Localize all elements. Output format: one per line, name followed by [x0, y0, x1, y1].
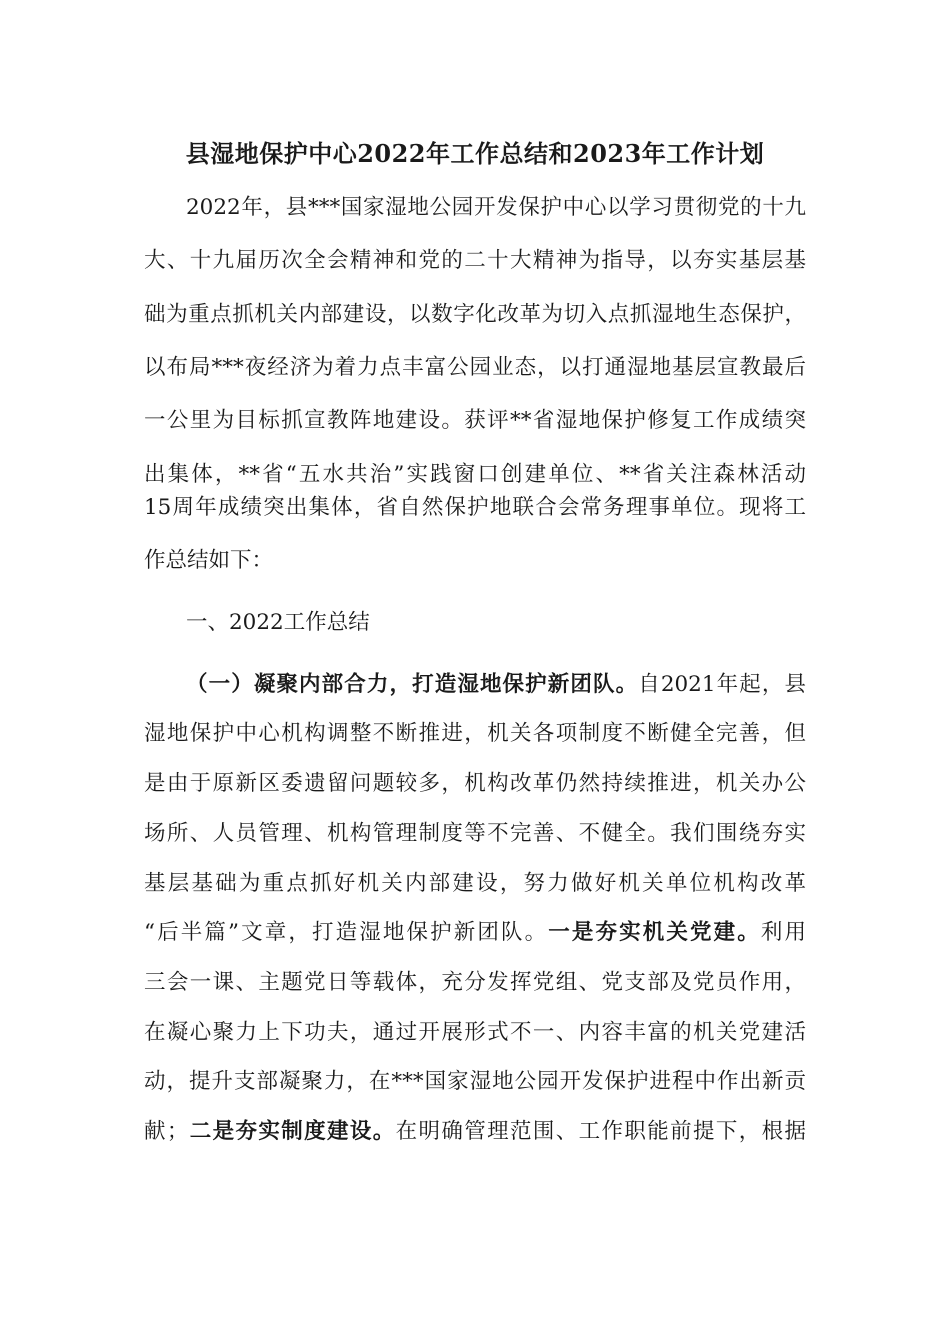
- subsection-1-line-10-head: 献；: [144, 1119, 189, 1144]
- subsection-1-line-4: 场所、人员管理、机构管理制度等不完善、不健全。我们围绕夯实: [144, 821, 806, 846]
- intro-line-3: 础为重点抓机关内部建设，以数字化改革为切入点抓湿地生态保护，: [144, 302, 806, 327]
- subsection-1-line-6-tail: 利用: [760, 920, 806, 945]
- subsection-1-point-2: 二是夯实制度建设。: [188, 1119, 396, 1144]
- subsection-1-line-9: 动，提升支部凝聚力，在***国家湿地公园开发保护进程中作出新贡: [144, 1069, 806, 1094]
- subsection-1-line-10: [144, 1110, 806, 1154]
- subsection-1-line-5: 基层基础为重点抓好机关内部建设，努力做好机关单位机构改革: [144, 871, 806, 896]
- intro-line-1: 2022年，县***国家湿地公园开发保护中心以学习贯彻党的十九: [186, 195, 806, 220]
- subsection-1-line-7: 三会一课、主题党日等载体，充分发挥党组、党支部及党员作用，: [144, 970, 806, 995]
- intro-line-6: 出集体，**省“五水共治”实践窗口创建单位、**省关注森林活动: [144, 462, 806, 487]
- subsection-1-line-1-rest: 自2021年起，县: [638, 672, 806, 697]
- subsection-1-line-3: 是由于原新区委遗留问题较多，机构改革仍然持续推进，机关办公: [144, 771, 806, 796]
- subsection-1-line-8: 在凝心聚力上下功夫，通过开展形式不一、内容丰富的机关党建活: [144, 1020, 806, 1045]
- subsection-1-point-1: 一是夯实机关党建。: [548, 920, 761, 945]
- intro-line-4: 以布局***夜经济为着力点丰富公园业态，以打通湿地基层宣教最后: [144, 355, 806, 380]
- intro-line-7: 15周年成绩突出集体，省自然保护地联合会常务理事单位。现将工: [144, 495, 806, 520]
- document-title: 县湿地保护中心2022年工作总结和2023年工作计划: [185, 139, 765, 168]
- intro-line-8: 作总结如下：: [144, 548, 274, 573]
- subsection-1-line-2: 湿地保护中心机构调整不断推进，机关各项制度不断健全完善，但: [144, 721, 806, 746]
- subsection-1-line-10-tail: 在明确管理范围、工作职能前提下，根据: [395, 1119, 806, 1144]
- section-heading-2022-summary: 一、2022工作总结: [186, 610, 370, 635]
- subsection-1-line-6-text: “后半篇”文章，打造湿地保护新团队。: [144, 920, 549, 945]
- subsection-1-line-6: [144, 911, 806, 955]
- intro-line-2: 大、十九届历次全会精神和党的二十大精神为指导，以夯实基层基: [144, 248, 806, 273]
- subsection-1-line-1: [186, 663, 806, 707]
- subsection-1-bold-lead: （一）凝聚内部合力，打造湿地保护新团队。: [186, 672, 639, 697]
- intro-line-5: 一公里为目标抓宣教阵地建设。获评**省湿地保护修复工作成绩突: [144, 408, 806, 433]
